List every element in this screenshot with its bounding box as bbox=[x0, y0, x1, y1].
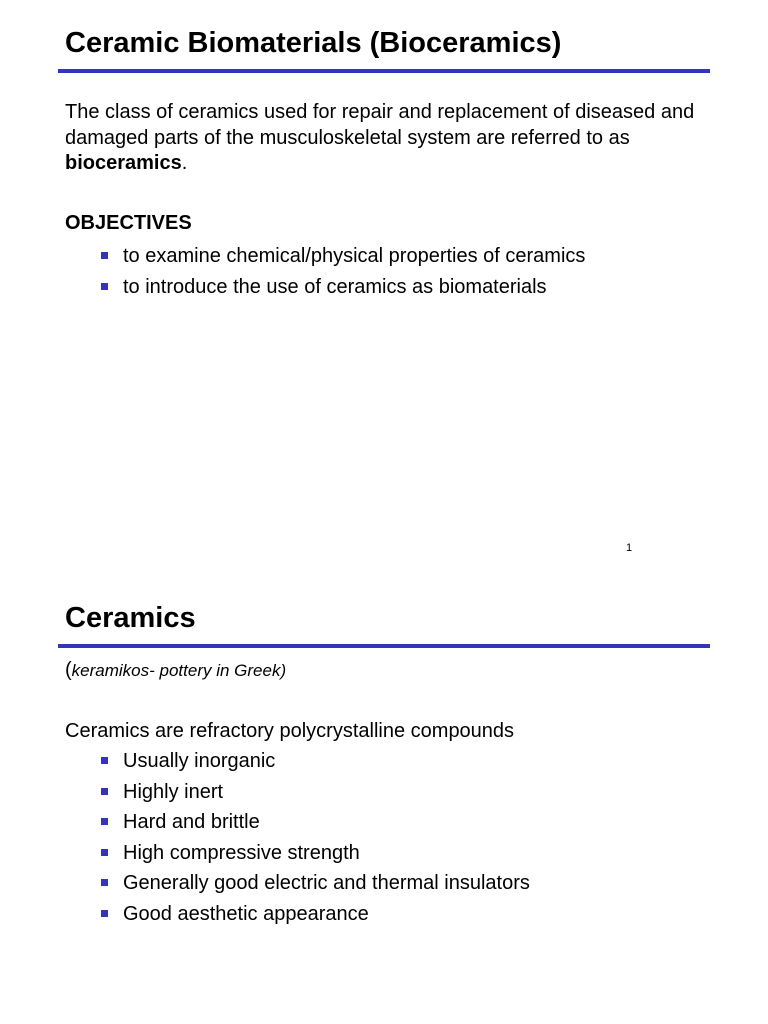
list-item-text: High compressive strength bbox=[123, 841, 360, 864]
subtitle bbox=[65, 659, 286, 682]
bullet-icon bbox=[101, 757, 108, 764]
list-item-text: to examine chemical/physical properties of ceramics bbox=[123, 245, 586, 267]
objectives-heading: OBJECTIVES bbox=[65, 212, 192, 234]
lead-sentence: Ceramics are refractory polycrystalline compounds bbox=[65, 720, 515, 742]
bullet-icon bbox=[101, 252, 108, 259]
bullet-icon bbox=[101, 788, 108, 795]
intro-text: The class of ceramics used for repair and replacement of diseased and damaged parts of the musculoskeletal system are referred to as bbox=[65, 101, 695, 149]
list-item-text: Good aesthetic appearance bbox=[123, 902, 369, 925]
bullet-icon bbox=[101, 910, 108, 917]
list-item bbox=[100, 902, 530, 933]
list-item bbox=[100, 810, 530, 841]
page-number: 1 bbox=[626, 542, 633, 554]
list-item bbox=[100, 275, 585, 306]
slide-2 bbox=[0, 580, 768, 1024]
list-item-text: Highly inert bbox=[123, 780, 224, 803]
intro-paragraph bbox=[65, 100, 715, 177]
properties-list bbox=[100, 749, 530, 933]
list-item-text: Usually inorganic bbox=[123, 750, 276, 772]
list-item bbox=[100, 244, 585, 275]
slide-title: Ceramics bbox=[65, 602, 196, 634]
bullet-icon bbox=[101, 849, 108, 856]
list-item-text: Hard and brittle bbox=[123, 811, 260, 834]
intro-bold-term: bioceramics bbox=[65, 152, 182, 174]
list-item-text: to introduce the use of ceramics as biomaterials bbox=[123, 275, 547, 298]
list-item bbox=[100, 780, 530, 811]
list-item-text: Generally good electric and thermal insulators bbox=[123, 872, 530, 895]
subtitle-text: keramikos- pottery in Greek) bbox=[71, 661, 287, 680]
list-item bbox=[100, 749, 530, 780]
list-item bbox=[100, 841, 530, 872]
title-divider bbox=[58, 644, 710, 648]
list-item bbox=[100, 871, 530, 902]
title-divider bbox=[58, 69, 710, 73]
intro-text-end: . bbox=[181, 152, 188, 174]
slide-title: Ceramic Biomaterials (Bioceramics) bbox=[65, 27, 562, 59]
bullet-icon bbox=[101, 879, 108, 886]
objectives-list bbox=[100, 244, 585, 305]
bullet-icon bbox=[101, 818, 108, 825]
subtitle-paren: ( bbox=[65, 659, 72, 681]
bullet-icon bbox=[101, 283, 108, 290]
